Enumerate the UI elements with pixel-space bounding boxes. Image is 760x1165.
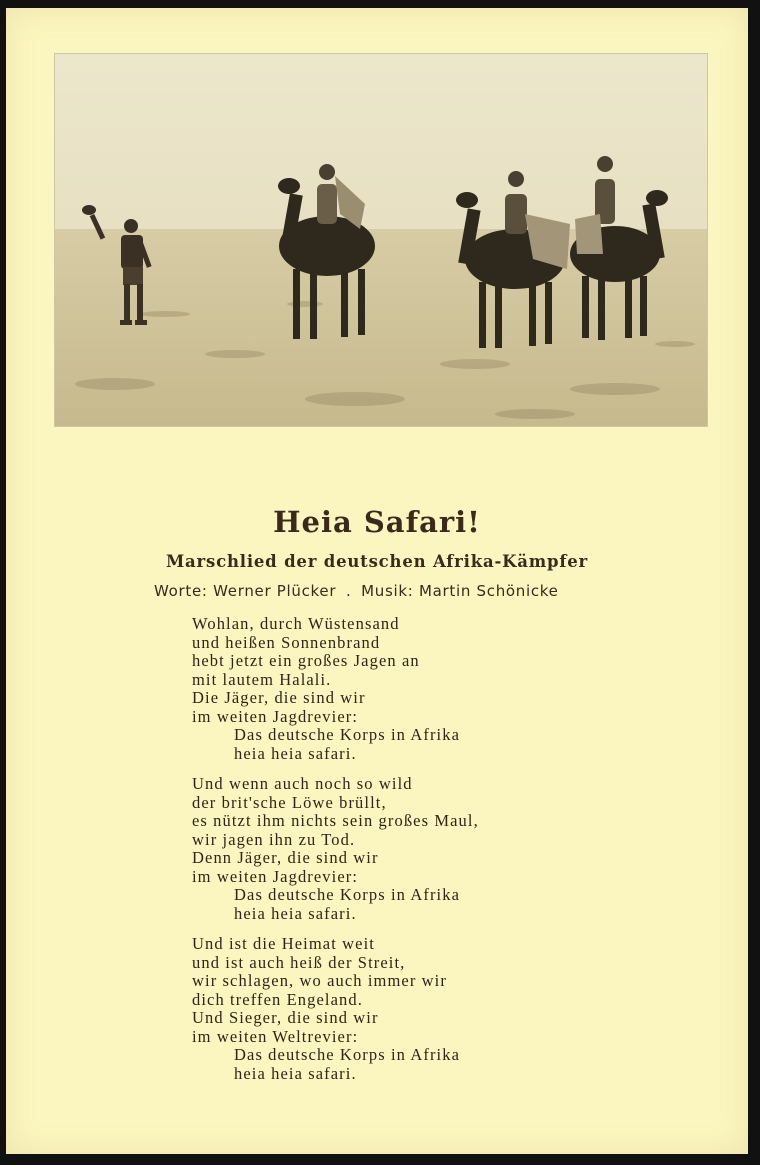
postcard [6, 8, 748, 1154]
verse-line: Und Sieger, die sind wir [192, 1008, 379, 1027]
refrain-line: Das deutsche Korps in Afrika [234, 885, 461, 904]
refrain-line: Das deutsche Korps in Afrika [234, 725, 461, 744]
refrain-line: heia heia safari. [234, 1063, 357, 1083]
desert-photo [54, 53, 708, 427]
verse-line: wir schlagen, wo auch immer wir [192, 971, 447, 990]
verse-line: Und ist die Heimat weit [192, 934, 375, 953]
music-label: Musik: [361, 582, 414, 600]
verse-line: im weiten Jagdrevier: [192, 866, 359, 886]
verse-line: wir jagen ihn zu Tod. [192, 829, 356, 849]
verse-line: Wohlan, durch Wüstensand [192, 614, 400, 633]
refrain-line: heia heia safari. [234, 903, 357, 923]
verse-3 [192, 935, 460, 1083]
verse-line: dich treffen Engeland. [192, 989, 363, 1009]
song-subtitle: Marschlied der deutschen Afrika-Kämpfer [165, 552, 589, 571]
song-credits [154, 582, 559, 600]
verse-line: und ist auch heiß der Streit, [192, 952, 406, 972]
desert-photo-image [55, 54, 707, 426]
verse-line: Und wenn auch noch so wild [192, 774, 413, 793]
verse-line: der brit'sche Löwe brüllt, [192, 792, 387, 812]
words-label: Worte: [154, 582, 208, 600]
music-author: Martin Schönicke [419, 582, 559, 600]
verse-line: Die Jäger, die sind wir [192, 688, 366, 707]
verse-line: im weiten Jagdrevier: [192, 706, 359, 726]
song-title: Heia Safari! [273, 505, 481, 539]
verse-line: und heißen Sonnenbrand [192, 632, 381, 652]
verse-line: hebt jetzt ein großes Jagen an [192, 651, 420, 670]
verse-2 [192, 775, 479, 923]
verse-line: mit lautem Halali. [192, 669, 332, 689]
credits-separator: . [345, 582, 352, 600]
words-author: Werner Plücker [213, 582, 337, 600]
verse-line: Denn Jäger, die sind wir [192, 848, 379, 867]
verse-line: es nützt ihm nichts sein großes Maul, [192, 811, 479, 830]
verse-line: im weiten Weltrevier: [192, 1026, 359, 1046]
verse-1 [192, 615, 460, 763]
refrain-line: heia heia safari. [234, 743, 357, 763]
refrain-line: Das deutsche Korps in Afrika [234, 1045, 461, 1064]
